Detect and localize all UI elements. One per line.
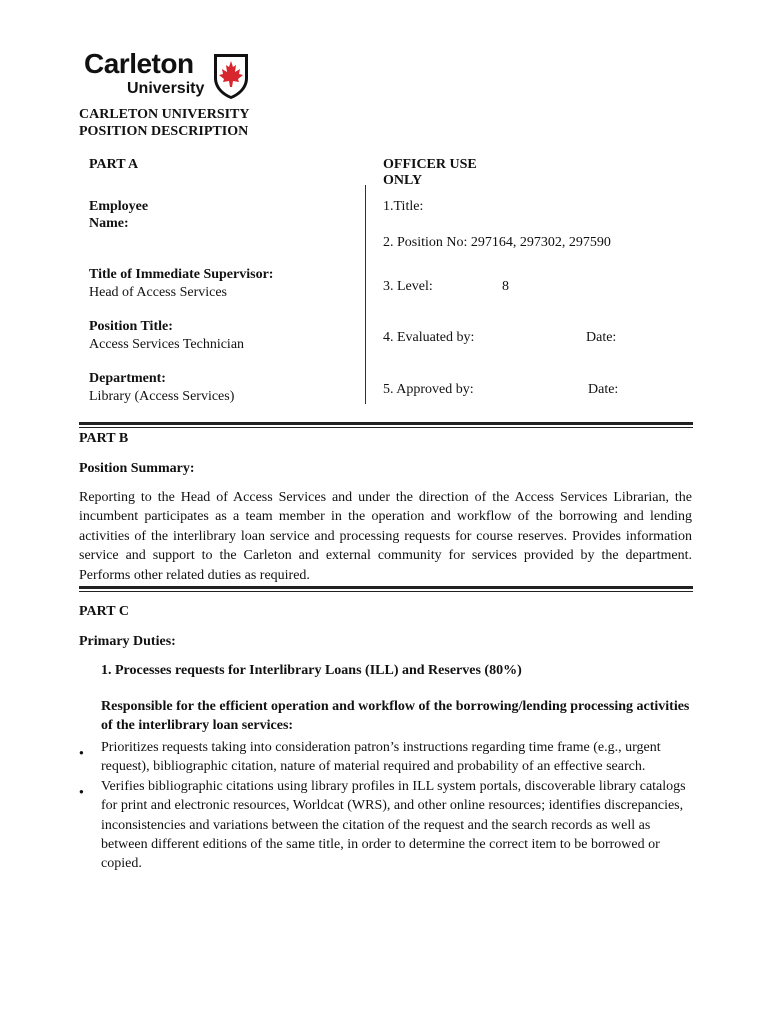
employee-name-label: Name:	[89, 216, 129, 231]
position-title-value: Access Services Technician	[89, 337, 245, 352]
bullet-icon: ●	[79, 748, 84, 757]
department-label: Department:	[89, 371, 166, 386]
supervisor-label: Title of Immediate Supervisor:	[89, 267, 274, 282]
bullet-icon: ●	[79, 786, 84, 796]
part-a-heading: PART A	[89, 157, 139, 172]
level-value: 8	[502, 279, 509, 294]
primary-duties-label: Primary Duties:	[79, 634, 176, 649]
duty-1-responsibility: Responsible for the efficient operation and workflow of the borrowing/lending processing activities of the interlibrary loan services:	[101, 699, 690, 733]
part-c-heading: PART C	[79, 604, 129, 619]
list-item	[79, 738, 693, 777]
university-heading: CARLETON UNIVERSITY	[79, 107, 250, 122]
approved-date-field: Date:	[588, 382, 619, 397]
logo-word-university: University	[127, 80, 205, 97]
position-summary-text: Reporting to the Head of Access Services and under the direction of the Access Services Librarian, the incumbent participates as a team member in the operation and workflow of the borrowing and lending activities of the interlibrary loan service and processing requests for course reserves. Provides information service and support to the Carleton and external community for services provided by the department. Performs other related duties as required.	[79, 490, 692, 583]
section-divider-thin	[79, 591, 693, 592]
employee-label: Employee	[89, 199, 149, 214]
section-divider	[79, 422, 693, 425]
duty-1-title: 1. Processes requests for Interlibrary Loans (ILL) and Reserves (80%)	[101, 663, 522, 678]
section-divider	[79, 586, 693, 589]
officer-title-field: 1.Title:	[383, 199, 424, 214]
list-item-text: Prioritizes requests taking into consideration patron’s instructions regarding time frame (e.g., urgent request), bibliographic citation, nature of material required and probability of an effective search.	[101, 740, 661, 775]
duty-bullet-list	[79, 738, 693, 874]
evaluated-by-field: 4. Evaluated by:	[383, 330, 475, 345]
logo-word-carleton: Carleton	[84, 48, 194, 79]
department-value: Library (Access Services)	[89, 389, 235, 404]
list-item	[79, 777, 693, 874]
supervisor-value: Head of Access Services	[89, 285, 228, 300]
officer-use-heading-2: ONLY	[383, 173, 423, 188]
approved-by-field: 5. Approved by:	[383, 382, 474, 397]
level-label: 3. Level:	[383, 279, 433, 294]
carleton-logo	[84, 48, 254, 102]
list-item-text: Verifies bibliographic citations using library profiles in ILL system portals, discoverable library catalogs for print and electronic resources, Worldcat (WRS), and other online resources; identifies discrepancies, inconsistencies and variations between the citation of the request and the search records as well as between different editions of the same title, in order to determine the correct item to be borrowed or copied.	[101, 778, 686, 872]
evaluated-date-field: Date:	[586, 330, 617, 345]
document-title: POSITION DESCRIPTION	[79, 124, 249, 139]
officer-use-heading: OFFICER USE	[383, 157, 477, 172]
part-b-heading: PART B	[79, 431, 129, 446]
position-number-field: 2. Position No: 297164, 297302, 297590	[383, 235, 611, 250]
column-divider	[365, 185, 366, 404]
maple-leaf-shield-icon	[211, 52, 251, 100]
position-summary-label: Position Summary:	[79, 461, 195, 476]
position-title-label: Position Title:	[89, 319, 173, 334]
section-divider-thin	[79, 427, 693, 428]
